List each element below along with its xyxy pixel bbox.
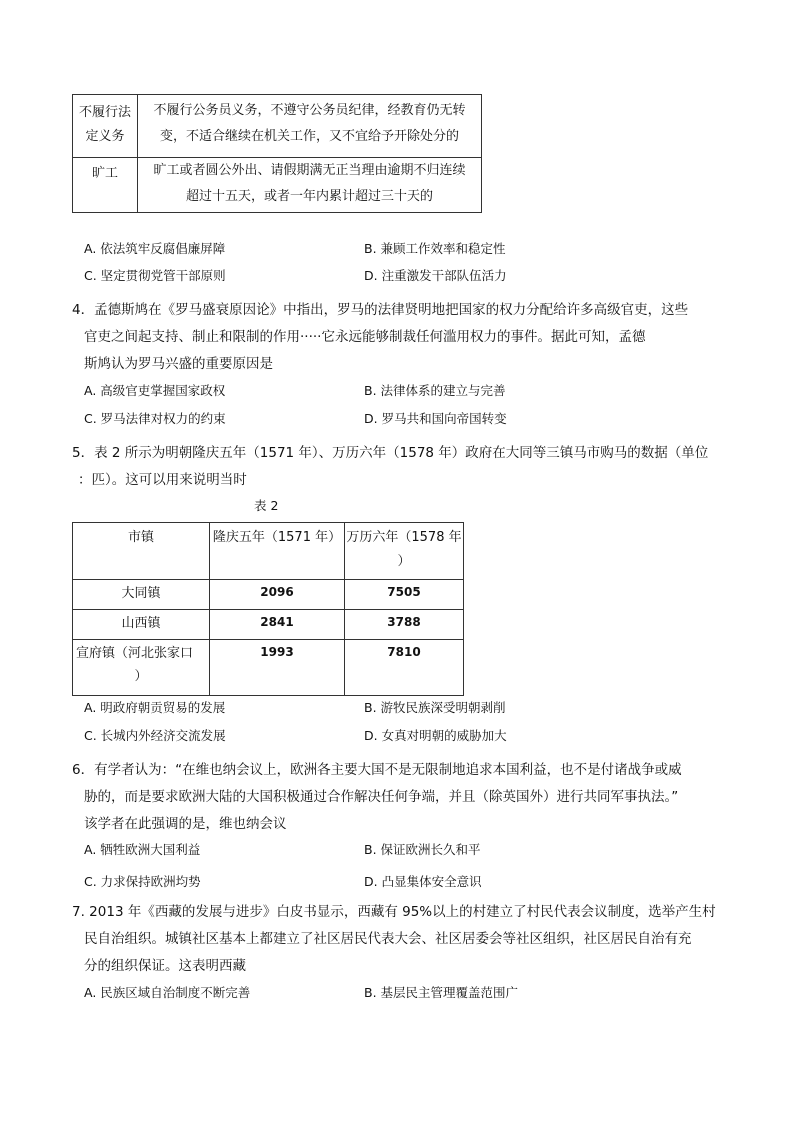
cell-text: 3788: [387, 615, 421, 629]
q5-option-d: D. 女真对明朝的威胁加大: [364, 728, 507, 743]
table-row: [73, 158, 482, 213]
q5-stem-line: ：匹）。这可以用来说明当时: [78, 472, 247, 488]
cell-text: 万历六年（1578 年: [346, 530, 462, 545]
q7-option-b: B. 基层民主管理覆盖范围广: [364, 985, 519, 1000]
q4-stem-line: 官吏之间起支持、制止和限制的作用·····它永远能够制裁任何滥用权力的事件。据此可知，孟德: [84, 329, 646, 345]
header-cell: [73, 523, 210, 580]
table-caption: 表 2: [254, 498, 279, 513]
q5-option-c: C. 长城内外经济交流发展: [84, 728, 226, 743]
horse-market-table: [72, 522, 464, 696]
q7-option-a: A. 民族区域自治制度不断完善: [84, 985, 251, 1000]
table-row: [73, 610, 464, 640]
q6-option-a: A. 牺牲欧洲大国利益: [84, 842, 201, 857]
q6-stem-line: 6．有学者认为：“在维也纳会议上，欧洲各主要大国不是无限制地追求本国利益，也不是付诸战争或威: [72, 762, 682, 778]
q5-stem-line: 5．表 2 所示为明朝隆庆五年（1571 年）、万历六年（1578 年）政府在大同等三镇马市购马的数据（单位: [72, 445, 709, 461]
q6-option-d: D. 凸显集体安全意识: [364, 874, 482, 889]
q4-stem-line: 斯鸠认为罗马兴盛的重要原因是: [84, 356, 273, 372]
table-cell-desc: [138, 158, 482, 213]
cell-text: 超过十五天，或者一年内累计超过三十天的: [185, 189, 433, 204]
q4-stem-line: 4．孟德斯鸠在《罗马盛衰原因论》中指出，罗马的法律贤明地把国家的权力分配给许多高级官吏，这些: [72, 302, 689, 318]
q4-option-d: D. 罗马共和国向帝国转变: [364, 411, 507, 426]
q3-option-c: C. 坚定贯彻党管干部原则: [84, 268, 226, 283]
value-cell: [210, 580, 345, 610]
cell-text: ）: [134, 669, 148, 684]
table-cell-term: [73, 158, 138, 213]
q4-option-a: A. 高级官吏掌握国家政权: [84, 383, 226, 398]
cell-text: 旷工: [91, 166, 118, 181]
q7-stem-line: 民自治组织。城镇社区基本上都建立了社区居民代表大会、社区居委会等社区组织，社区居民自治有充: [84, 931, 692, 947]
q6-option-b: B. 保证欧洲长久和平: [364, 842, 481, 857]
value-cell: [345, 640, 464, 696]
table-row: [73, 95, 482, 158]
cell-text: 变，不适合继续在机关工作，又不宜给予开除处分的: [159, 129, 459, 144]
cell-text: 山西镇: [121, 616, 161, 631]
q3-option-b: B. 兼顾工作效率和稳定性: [364, 241, 506, 256]
cell-text: 宣府镇（河北张家口: [76, 646, 194, 661]
cell-text: 2841: [260, 615, 294, 629]
q5-option-b: B. 游牧民族深受明朝剥削: [364, 700, 506, 715]
value-cell: [345, 580, 464, 610]
discipline-table: [72, 94, 482, 213]
q7-stem-line: 7. 2013 年《西藏的发展与进步》白皮书显示，西藏有 95%以上的村建立了村民代表会议制度，选举产生村: [72, 904, 716, 920]
cell-text: 不履行法: [78, 105, 131, 120]
value-cell: [345, 610, 464, 640]
cell-text: 市镇: [127, 530, 154, 545]
cell-text: 大同镇: [121, 586, 161, 601]
table-cell-desc: [138, 95, 482, 158]
value-cell: [210, 640, 345, 696]
q3-option-a: A. 依法筑牢反腐倡廉屏障: [84, 241, 226, 256]
header-cell: [345, 523, 464, 580]
table-row: [73, 640, 464, 696]
town-cell: [73, 580, 210, 610]
header-cell: [210, 523, 345, 580]
cell-text: 隆庆五年（1571 年）: [212, 530, 342, 545]
q4-option-b: B. 法律体系的建立与完善: [364, 383, 506, 398]
town-cell: [73, 610, 210, 640]
q7-stem-line: 分的组织保证。这表明西藏: [84, 958, 246, 974]
cell-text: 7505: [387, 585, 421, 599]
cell-text: 定义务: [85, 129, 125, 144]
cell-text: 旷工或者圆公外出、请假期满无正当理由逾期不归连续: [153, 163, 466, 178]
table-header-row: [73, 523, 464, 580]
q6-stem-line: 该学者在此强调的是，维也纳会议: [84, 816, 287, 832]
q6-stem-line: 胁的，而是要求欧洲大陆的大国积极通过合作解决任何争端，并且（除英国外）进行共同军事执法。”: [84, 789, 679, 805]
q4-option-c: C. 罗马法律对权力的约束: [84, 411, 226, 426]
table-cell-term: [73, 95, 138, 158]
q6-option-c: C. 力求保持欧洲均势: [84, 874, 201, 889]
value-cell: [210, 610, 345, 640]
cell-text: 不履行公务员义务，不遵守公务员纪律，经教育仍无转: [153, 103, 466, 118]
town-cell: [73, 640, 210, 696]
q5-option-a: A. 明政府朝贡贸易的发展: [84, 700, 226, 715]
cell-text: 1993: [260, 645, 294, 659]
q3-option-d: D. 注重激发干部队伍活力: [364, 268, 507, 283]
cell-text: 2096: [260, 585, 294, 599]
table-row: [73, 580, 464, 610]
cell-text: 7810: [387, 645, 421, 659]
cell-text: ）: [397, 554, 411, 569]
